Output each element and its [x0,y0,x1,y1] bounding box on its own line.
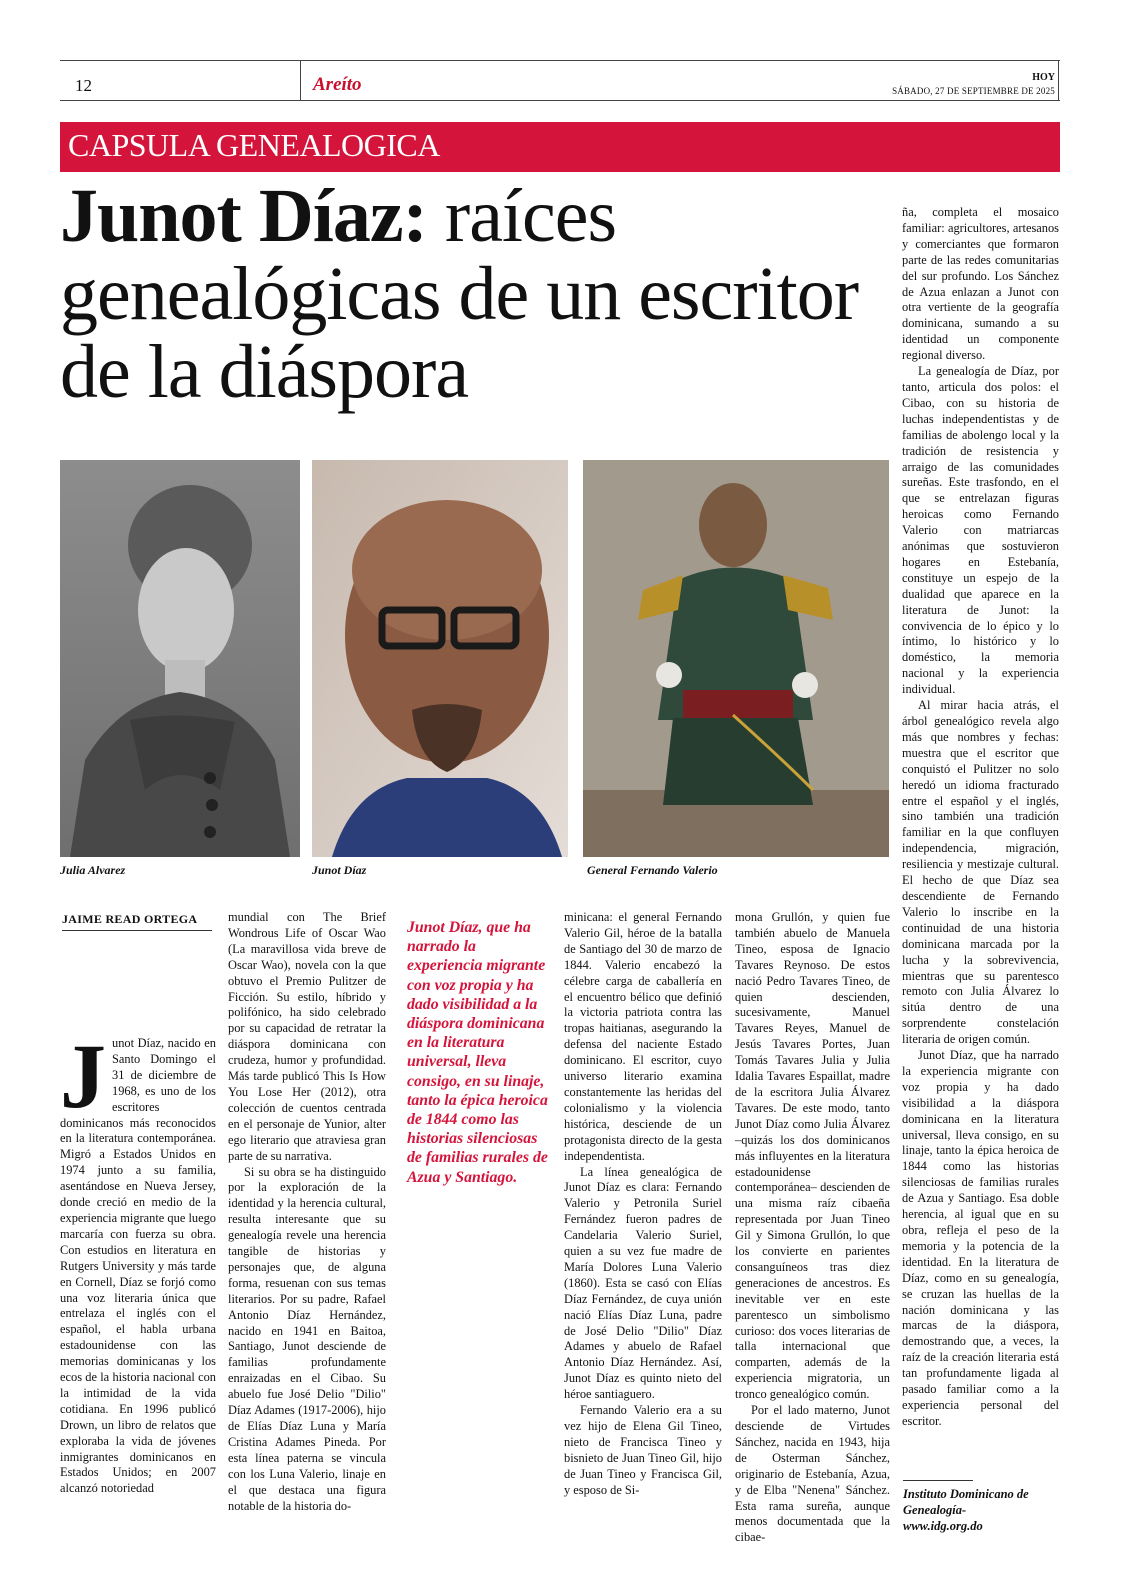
painting-general-image [583,460,889,857]
body-column-3 [564,910,722,1499]
paragraph: La genealogía de Díaz, por tanto, articula dos polos: el Cibao, con su historia de luchas independentistas y de familias de abolengo local y la tradición de resistencia y arraigo de las comunidades sureñas. Este trasfondo, en el que se entrelazan figuras heroicas como Fernando Valerio con matriarcas anónimas que sostuvieron hogares en Estebanía, constituye un espejo de la dualidad que aparece en la literatura de Junot: la convivencia de lo épico y lo íntimo, lo histórico y lo doméstico, la memoria nacional y la experiencia individual. [902,364,1059,697]
paragraph: Por el lado materno, Junot desciende de Virtudes Sánchez, nacida en 1943, hija de Osterman Sánchez, originario de Estebanía, Azua, y de Elba "Nenena" Sánchez. Esta rama sureña, aunque menos documentada que la cibae- [735,1403,890,1545]
paragraph: Si su obra se ha distinguido por la exploración de la identidad y la herencia cultural, resulta interesante que su genealogía revele una herencia tangible de historias y personajes que, de alguna forma, resuenan con sus temas literarios. Por su padre, Rafael Antonio Díaz Hernández, nacido en 1941 en Baitoa, Santiago, Junot desciende de familias profundamente enraizadas en el Cibao. Su abuelo fue José Delio "Dilio" Díaz Adames (1917-2006), hijo de Elías Díaz Luna y María Cristina Adames Pineda. Por esta línea paterna se vincula con los Luna Valerio, linaje en el que destaca una figura notable de la historia do- [228,1164,386,1513]
signature-rule [903,1480,973,1481]
header-divider [300,60,301,100]
kicker-text: CAPSULA GENEALOGICA [68,127,440,163]
portrait-man-glasses-image [312,460,568,857]
signature [903,1486,1063,1534]
photo-julia-alvarez [60,460,300,857]
photo-general-fernando-valerio [583,460,889,857]
pull-quote: Junot Díaz, que ha narrado la experiencia migrante con voz propia y ha dado visibilidad a la diáspora dominicana en la literatura universal, lleva consigo, en su linaje, tanto la épica heroica de 1844 como las historias silenciosas de familias rurales de Azua y Santiago. [407,919,548,1186]
body-column-4 [735,910,890,1546]
newspaper-name: HOY [1032,72,1055,83]
paragraph: minicana: el general Fernando Valerio Gil, héroe de la batalla de Santiago del 30 de marzo de 1844. Valerio encabezó la célebre carga de caballería en el encuentro bélico que definió la victoria patriota contra las tropas haitianas, asegurando la defensa del naciente Estado dominicano. El escritor, cuyo universo literario examina constantemente las heridas del colonialismo y la violencia histórica, desciende de un protagonista directo de la gesta independentista. [564,910,722,1163]
headline [60,174,910,414]
body-column-5 [902,205,1059,1430]
caption-fernando-valerio: General Fernando Valerio [587,863,718,877]
paragraph: Al mirar hacia atrás, el árbol genealógico revela algo más que nombres y fechas: muestra que el escritor que conquistó el Pulitzer no solo heredó un idioma fracturado entre el español y el inglés, sino también una tradición familiar en la que confluyen independencia, migración, resiliencia y mestizaje cultural. El hecho de que Díaz sea descendiente de Fernando Valerio lo inscribe en la continuidad de una historia dominicana marcada por la lucha y la sobrevivencia, mientras que su parentesco remoto con Julia Álvarez lo sitúa dentro de una sorprendente constelación literaria de origen común. [902,698,1059,1047]
headline-bold: Junot Díaz: [60,174,427,258]
paragraph: mundial con The Brief Wondrous Life of Oscar Wao (La maravillosa vida breve de Oscar Wao), novela con la que obtuvo el Premio Pulitzer de Ficción. Su estilo, híbrido y polifónico, ha sido celebrado por su capacidad de retratar la diáspora dominicana con crudeza, humor y profundidad. Más tarde publicó This Is How You Lose Her (2012), otra colección de cuentos centrada en el personaje de Yunior, alter ego literario que atraviesa gran parte de su narrativa. [228,910,386,1163]
paragraph: Fernando Valerio era a su vez hijo de Elena Gil Tineo, nieto de Francisca Tineo y bisnieto de Juan Tineo Gil, hijo de Juan Tineo y Francisca Gil, y esposo de Si- [564,1403,722,1497]
signature-org: Instituto Dominicano de Genealogía- [903,1487,1029,1517]
caption-julia-alvarez: Julia Alvarez [60,863,126,877]
drop-cap: J [60,1025,106,1127]
body-column-2 [228,910,386,1514]
paragraph: Junot Díaz, que ha narrado la experiencia migrante con voz propia y ha dado visibilidad a la diáspora dominicana en la literatura universal, lleva consigo, en su linaje, tanto la épica heroica de 1844 como las historias silenciosas de familias rurales de Azua y Santiago. Esa doble herencia, al igual que en su obra, refleja el peso de la memoria y la potencia de la identidad. En la literatura de Díaz, como en su genealogía, se cruzan las huellas de la nación dominicana y las marcas de la diáspora, demostrando que, a veces, la raíz de la creación literaria está tan profundamente ligada al pasado familiar como a la experiencia personal del escritor. [902,1048,1059,1428]
paragraph: ña, completa el mosaico familiar: agricultores, artesanos y comerciantes que formaron parte de las redes comunitarias del sur profundo. Los Sánchez de Azua enlazan a Junot con otra vertiente de la geografía dominicana, sumando a su identidad un componente regional diverso. [902,205,1059,363]
page-number: 12 [75,76,92,95]
header-divider-right [1058,60,1059,100]
paragraph: unot Díaz, nacido en Santo Domingo el 31 de diciembre de 1968, es uno de los escritores dominicanos más reconocidos en la literatura contemporánea. Migró a Estados Unidos en 1974 junto a su familia, asentándose en Nueva Jersey, donde creció en medio de la experiencia migrante que luego marcaría con fuerza su obra. Con estudios en literatura en Rutgers University y más tarde en Cornell, Díaz se forjó como una voz literaria única que entrelaza el inglés con el español, el habla urbana estadounidense con las memorias dominicanas y los ecos de la historia nacional con la intimidad de la vida cotidiana. En 1996 publicó Drown, un libro de relatos que exploraba la vida de jóvenes inmigrantes dominicanos en Estados Unidos; en 2007 alcanzó notoriedad [60,1036,216,1496]
header-top-rule [60,60,1060,61]
paragraph: mona Grullón, y quien fue también abuelo de Manuela Tineo, esposa de Ignacio Tavares Reynoso. De estos nació Pedro Tavares Tineo, de quien descienden, sucesivamente, Manuel Tavares Reyes, Manuel de Jesús Tavares Portes, Juan Tomás Tavares Julia y Julia Idalia Tavares Espaillat, madre de la escritora Julia Álvarez Tavares. De este modo, tanto Junot Díaz como Julia Álvarez –quizás los dos dominicanos más influyentes en la literatura estadounidense contemporánea– descienden de una misma raíz cibaeña representada por Juan Tineo Gil y Simona Grullón, lo que los convierte en parientes consanguíneos tras diez generaciones de ancestros. Es inevitable ver en este parentesco un simbolismo curioso: dos voces literarias de talla internacional que comparten, además de la experiencia migratoria, un tronco genealógico común. [735,910,890,1402]
photo-junot-diaz [312,460,568,857]
byline-rule [62,930,212,931]
headline-rest: raíces genealógicas de un escritor de la diáspora [60,174,859,414]
section-name: Areíto [313,74,362,95]
portrait-woman-image [60,460,300,857]
signature-url: www.idg.org.do [903,1519,983,1533]
publication-date: SÁBADO, 27 DE SEPTIEMBRE DE 2025 [892,86,1055,96]
paragraph: La línea genealógica de Junot Díaz es clara: Fernando Valerio y Petronila Suriel Fernández fueron padres de Candelaria Valerio Suriel, quien a su vez fue madre de María Dolores Luna Valerio (1860). Esta se casó con Elías Díaz Fernández, de cuya unión nació Elías Díaz Luna, padre de José Delio "Dilio" Díaz Adames y abuelo de Rafael Antonio Díaz Hernández. Así, Junot Díaz es quinto nieto del héroe santiaguero. [564,1164,722,1402]
header-bottom-rule [60,100,1060,101]
caption-junot-diaz: Junot Díaz [312,863,367,877]
body-column-1 [60,1025,216,1497]
author-byline: JAIME READ ORTEGA [62,912,198,926]
